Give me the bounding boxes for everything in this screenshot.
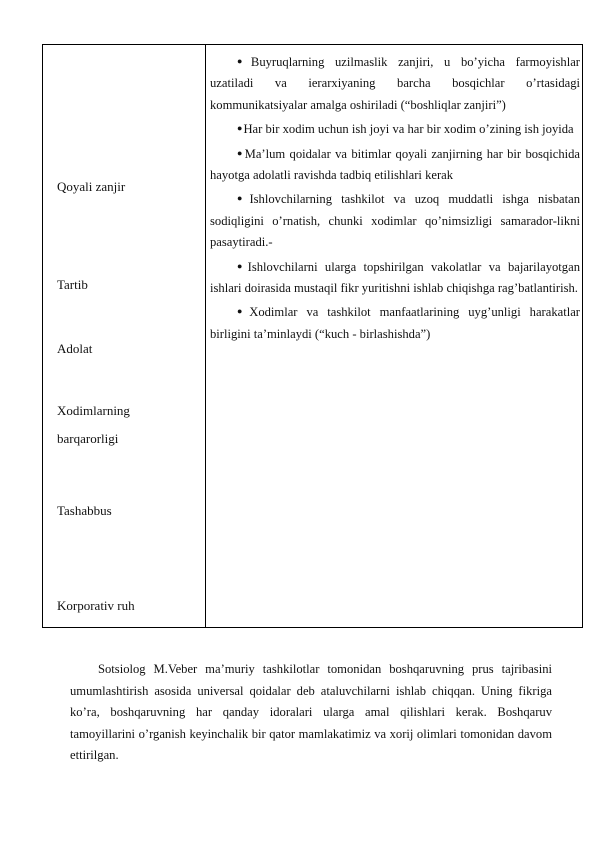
bullet-icon: ● [237,147,244,158]
label-adolat: Adolat [57,341,93,356]
label-tashabbus: Tashabbus [57,503,112,518]
list-item: ●Har bir xodim uchun ish joyi va har bir xodim o’zining ish joyida [237,122,574,137]
body-paragraph: Sotsiolog M.Veber ma’muriy tashkilotlar tomonidan boshqaruvning prus tajribasini umumlashtirish asosida universal qoidalar deb ataluvchilarni ishlab chiqqan. Uning fikriga ko’ra, boshqaruvning har qanday idoralari ularga amal qilishlari kerak. Boshqaruv tamoyillarini o’rganish keyinchalik bir qator mamlakatimiz va xorij olimlari tomonidan davom ettirilgan. [70,662,552,763]
list-item: ●Ma’lum qoidalar va bitimlar qoyali zanjirning har bir bosqichida hayotga adolatli ravishda tadbiq etilishlari kerak [210,146,581,183]
bullet-icon: ● [237,306,249,317]
column-divider [205,45,206,627]
list-item: ●Buyruqlarning uzilmaslik zanjiri, u bo’yicha farmoyishlar uzatiladi va ierarxiyaning barcha bosqichlar o’rtasidagi kommunikatsiyalar amalga oshiriladi (“boshliqlar zanjiri”) [210,55,580,112]
label-korporativ-ruh: Korporativ ruh [57,598,135,613]
bullet-icon: ● [237,260,247,271]
bullet-icon: ● [237,193,249,204]
list-item: ●Ishlovchilarning tashkilot va uzoq muddatli ishga nisbatan sodiqligini o’rnatish, chunki xodimlar qo’nimsizligi samarador-likni pasaytiradi.- [210,192,580,250]
list-item: ●Xodimlar va tashkilot manfaatlarining uyg’unligi harakatlar birligini ta’minlaydi (“kuch - birlashishda”) [210,305,580,341]
principles-table [42,44,583,628]
label-tartib: Tartib [57,277,88,292]
list-item: ●Ishlovchilarni ularga topshirilgan vakolatlar va bajarilayotgan ishlari doirasida mustaqil fikr yuritishni ishlab chiqishga rag’batlantirish. [210,259,580,296]
label-qoyali-zanjir: Qoyali zanjir [57,179,126,194]
label-barqarorligi: barqarorligi [57,431,119,446]
bullet-icon: ● [237,123,243,134]
principles-descriptions [210,51,580,347]
bullet-icon: ● [237,56,250,66]
label-xodimlarning: Xodimlarning [57,403,130,418]
